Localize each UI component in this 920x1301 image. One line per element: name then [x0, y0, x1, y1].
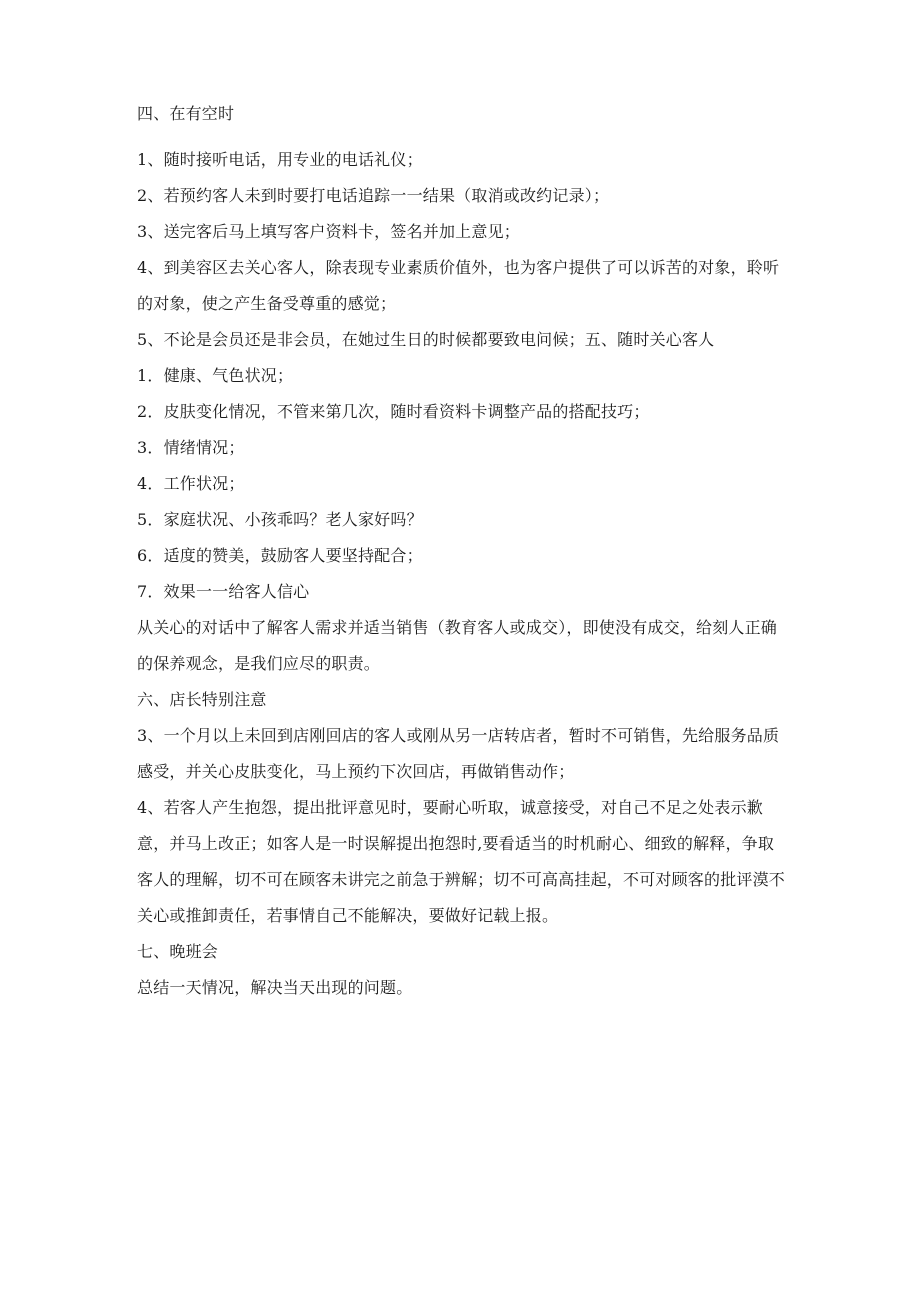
section-heading-7: 七、晚班会: [137, 942, 219, 961]
list-item: 3．情绪情况；: [137, 438, 245, 457]
paragraph-item: 3、一个月以上未回到店刚回店的客人或刚从另一店转店者，暂时不可销售，先给服务品质感受，并关心皮肤变化，马上预约下次回店，再做销售动作；: [137, 726, 780, 781]
paragraph-item: 1、随时接听电话，用专业的电话礼仪；: [137, 150, 423, 169]
list-item: 7．效果一一给客人信心: [137, 582, 310, 601]
paragraph-item: 总结一天情况，解决当天出现的问题。: [137, 978, 413, 997]
list-item: 5．家庭状况、小孩乖吗？老人家好吗？: [137, 510, 423, 529]
section-heading-4: 四、在有空时: [137, 104, 235, 123]
list-item: 4．工作状况；: [137, 474, 245, 493]
paragraph-item: 4、到美容区去关心客人，除表现专业素质价值外，也为客户提供了可以诉苦的对象，聆听的对象，使之产生备受尊重的感觉；: [137, 258, 780, 313]
paragraph-item: 4、若客人产生抱怨，提出批评意见时，要耐心听取，诚意接受，对自己不足之处表示歉意，并马上改正；如客人是一时误解提出抱怨时,要看适当的时机耐心、细致的解释，争取客人的理解，切不可在顾客未讲完之前急于辨解；切不可高高挂起，不可对顾客的批评漠不关心或推卸责任，若事情自己不能解决，要做好记载上报。: [137, 798, 786, 925]
paragraph-item: 从关心的对话中了解客人需求并适当销售（教育客人或成交），即使没有成交，给刻人正确的保养观念，是我们应尽的职责。: [137, 618, 778, 673]
list-item: 6．适度的赞美，鼓励客人要坚持配合；: [137, 546, 423, 565]
paragraph-item: 3、送完客后马上填写客户资料卡，签名并加上意见；: [137, 222, 520, 241]
spacer: [137, 132, 789, 142]
section-heading-6: 六、店长特别注意: [137, 690, 267, 709]
paragraph-item: 2、若预约客人未到时要打电话追踪一一结果（取消或改约记录）；: [137, 186, 610, 205]
paragraph-item: 5、不论是会员还是非会员，在她过生日的时候都要致电问候；五、随时关心客人: [137, 330, 715, 349]
list-item: 2．皮肤变化情况，不管来第几次，随时看资料卡调整产品的搭配技巧；: [137, 402, 650, 421]
document-body: [137, 96, 789, 1006]
list-item: 1．健康、气色状况；: [137, 366, 294, 385]
